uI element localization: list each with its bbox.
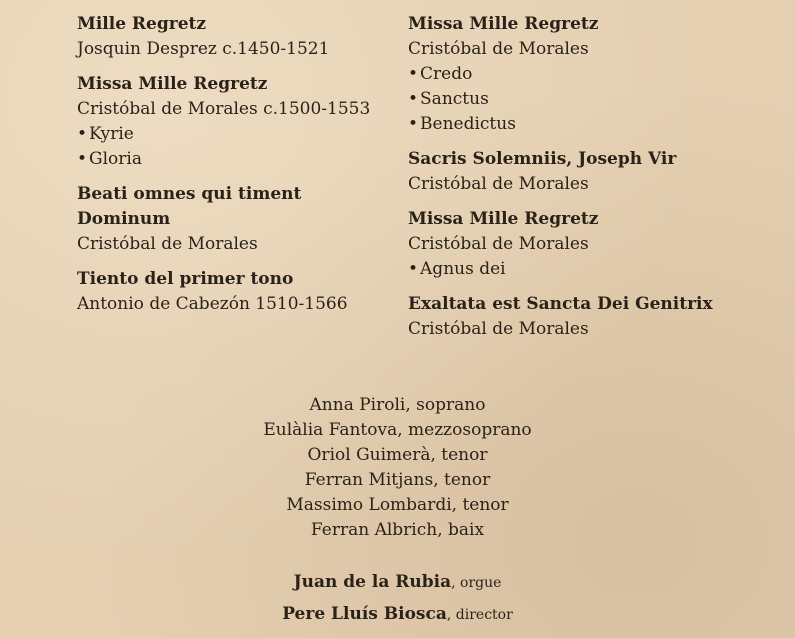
piece-composer: Antonio de Cabezón 1510-1566 <box>77 294 348 314</box>
movement-item: • Benedictus <box>408 112 768 137</box>
movement-item: • Gloria <box>77 147 407 172</box>
piece <box>408 147 768 197</box>
performer-list <box>0 393 795 543</box>
lead-performers <box>0 567 795 631</box>
piece <box>77 12 407 62</box>
piece-composer: Cristóbal de Morales c.1500-1553 <box>77 99 371 119</box>
piece <box>408 292 768 342</box>
piece-composer: Josquin Desprez c.1450-1521 <box>77 39 330 59</box>
movement-item: • Kyrie <box>77 122 407 147</box>
piece-title: Sacris Solemniis, Joseph Vir <box>408 149 677 169</box>
piece-composer: Cristóbal de Morales <box>408 234 589 254</box>
piece-title: Tiento del primer tono <box>77 269 294 289</box>
movement-item: • Agnus dei <box>408 257 768 282</box>
movement-item: • Sanctus <box>408 87 768 112</box>
piece-composer: Cristóbal de Morales <box>77 234 258 254</box>
piece-composer: Cristóbal de Morales <box>408 39 589 59</box>
lead-name: Juan de la Rubia <box>293 572 452 592</box>
lead-role: , orgue <box>451 575 502 591</box>
piece <box>77 182 407 257</box>
lead-name: Pere Lluís Biosca <box>282 604 447 624</box>
piece <box>408 207 768 282</box>
piece-title: Mille Regretz <box>77 14 207 34</box>
piece-title: Missa Mille Regretz <box>77 74 268 94</box>
lead-performer <box>0 567 795 599</box>
performer: Eulàlia Fantova, mezzosoprano <box>263 420 532 440</box>
program-right-column <box>408 12 768 352</box>
piece-title: Missa Mille Regretz <box>408 209 599 229</box>
performer: Anna Piroli, soprano <box>309 395 486 415</box>
piece-title: Missa Mille Regretz <box>408 14 599 34</box>
piece <box>77 267 407 317</box>
lead-performer <box>0 599 795 631</box>
performer: Ferran Mitjans, tenor <box>304 470 491 490</box>
program-left-column <box>77 12 407 327</box>
performer: Ferran Albrich, baix <box>310 520 485 540</box>
performer: Oriol Guimerà, tenor <box>307 445 488 465</box>
piece-title: Beati omnes qui timent Dominum <box>77 184 302 229</box>
movement-item: • Credo <box>408 62 768 87</box>
piece-composer: Cristóbal de Morales <box>408 174 589 194</box>
lead-role: , director <box>446 607 513 623</box>
piece-title: Exaltata est Sancta Dei Genitrix <box>408 294 713 314</box>
piece-composer: Cristóbal de Morales <box>408 319 589 339</box>
piece <box>77 72 407 172</box>
performer: Massimo Lombardi, tenor <box>286 495 509 515</box>
piece <box>408 12 768 137</box>
